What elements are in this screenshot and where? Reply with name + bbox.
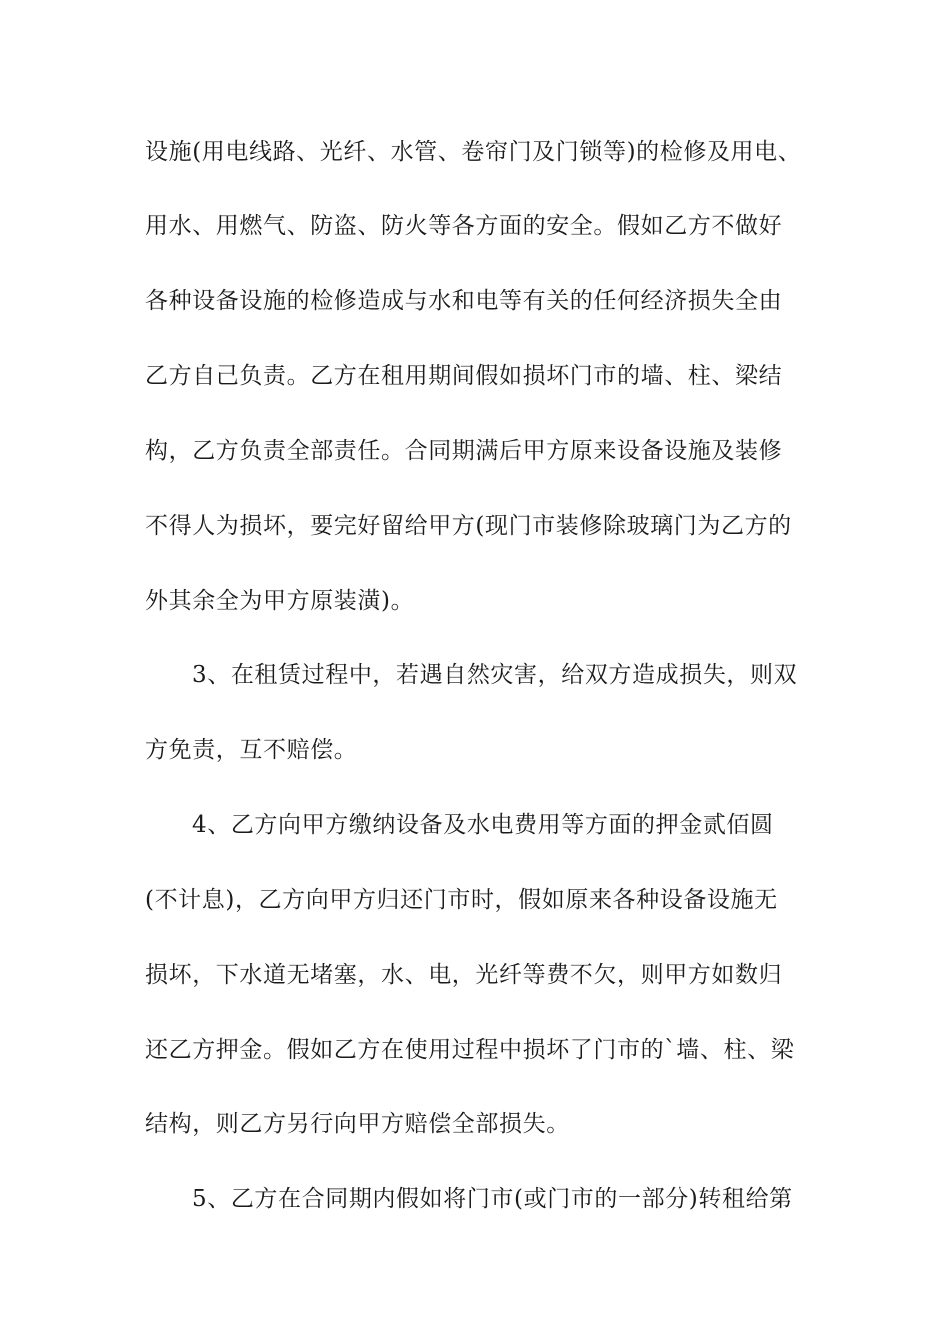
text-line-6: 不得人为损坏，要完好留给甲方(现门市装修除玻璃门为乙方的 bbox=[145, 513, 792, 539]
text-line-15: 5、乙方在合同期内假如将门市(或门市的一部分)转租给第 bbox=[192, 1186, 793, 1212]
text-line-1: 设施(用电线路、光纤、水管、卷帘门及门锁等)的检修及用电、 bbox=[145, 139, 802, 165]
text-line-13: 还乙方押金。假如乙方在使用过程中损坏了门市的`墙、柱、梁 bbox=[145, 1037, 795, 1063]
text-line-8: 3、在租赁过程中，若遇自然灾害，给双方造成损失，则双 bbox=[192, 662, 798, 688]
text-line-14: 结构，则乙方另行向甲方赔偿全部损失。 bbox=[145, 1111, 570, 1137]
text-line-11: (不计息)，乙方向甲方归还门市时，假如原来各种设备设施无 bbox=[145, 887, 778, 913]
text-line-5: 构，乙方负责全部责任。合同期满后甲方原来设备设施及装修 bbox=[145, 438, 783, 464]
text-line-9: 方免责，互不赔偿。 bbox=[145, 737, 358, 763]
text-line-4: 乙方自己负责。乙方在租用期间假如损坏门市的墙、柱、梁结 bbox=[145, 363, 783, 389]
text-line-2: 用水、用燃气、防盗、防火等各方面的安全。假如乙方不做好 bbox=[145, 213, 783, 239]
text-line-10: 4、乙方向甲方缴纳设备及水电费用等方面的押金贰佰圆 bbox=[192, 812, 774, 838]
text-line-12: 损坏，下水道无堵塞，水、电，光纤等费不欠，则甲方如数归 bbox=[145, 962, 783, 988]
text-line-3: 各种设备设施的检修造成与水和电等有关的任何经济损失全由 bbox=[145, 288, 783, 314]
text-line-7: 外其余全为甲方原装潢)。 bbox=[145, 588, 415, 614]
